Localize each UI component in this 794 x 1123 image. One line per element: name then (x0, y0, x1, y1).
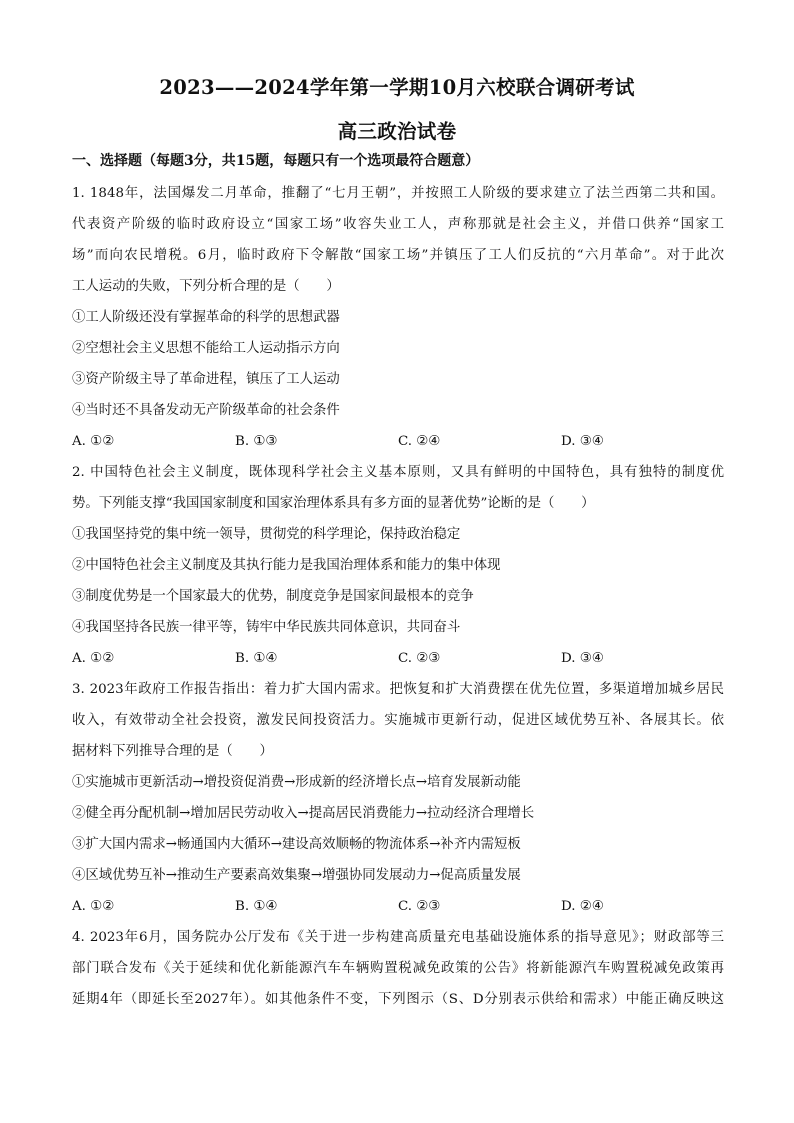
answer-options (72, 643, 724, 674)
question-3 (72, 674, 724, 922)
question-stem-line: 收入，有效带动全社会投资，激发民间投资活力。实施城市更新行动，促进区域优势互补、各展其长。依 (72, 713, 724, 728)
statement: ④区域优势互补→推动生产要素高效集聚→增强协同发展动力→促高质量发展 (72, 868, 521, 883)
question-stem-line: 工人运动的失败，下列分析合理的是（ ） (72, 279, 340, 294)
statement: ③制度优势是一个国家最大的优势，制度竞争是国家间最根本的竞争 (72, 589, 474, 604)
question-stem-line: 势。下列能支撑“我国国家制度和国家治理体系具有多方面的显著优势”论断的是（ ） (72, 496, 595, 511)
option-b: B. ①④ (235, 651, 278, 666)
statement: ①我国坚持党的集中统一领导，贯彻党的科学理论，保持政治稳定 (72, 527, 461, 542)
question-list (72, 178, 724, 1015)
exam-subtitle: 高三政治试卷 (337, 120, 457, 143)
question-stem-line: 4. 2023年6月，国务院办公厅发布《关于进一步构建高质量充电基础设施体系的指导意见》；财政部等三 (72, 930, 724, 945)
statement: ②中国特色社会主义制度及其执行能力是我国治理体系和能力的集中体现 (72, 558, 501, 573)
statement: ①实施城市更新活动→增投资促消费→形成新的经济增长点→培育发展新动能 (72, 775, 521, 790)
option-a: A. ①② (72, 651, 115, 666)
option-c: C. ②④ (398, 434, 441, 449)
option-a: A. ①② (72, 899, 115, 914)
question-stem-line: 据材料下列推导合理的是（ ） (72, 744, 273, 759)
exam-title: 2023——2024学年第一学期10月六校联合调研考试 (159, 76, 635, 99)
option-d: D. ②④ (561, 899, 604, 914)
option-b: B. ①④ (235, 899, 278, 914)
statement: ③资产阶级主导了革命进程，镇压了工人运动 (72, 372, 340, 387)
question-2 (72, 457, 724, 674)
answer-options (72, 426, 724, 457)
statement: ③扩大国内需求→畅通国内大循环→建设高效顺畅的物流体系→补齐内需短板 (72, 837, 521, 852)
question-stem-line: 延期4年（即延长至2027年）。如其他条件不变，下列图示（S、D分别表示供给和需求）中能正确反映这 (72, 992, 724, 1007)
statement: ④当时还不具备发动无产阶级革命的社会条件 (72, 403, 340, 418)
question-stem-line: 部门联合发布《关于延续和优化新能源汽车车辆购置税减免政策的公告》将新能源汽车购置税减免政策再 (72, 961, 724, 976)
question-1 (72, 178, 724, 457)
question-4 (72, 922, 724, 1015)
statement: ④我国坚持各民族一律平等，铸牢中华民族共同体意识，共同奋斗 (72, 620, 461, 635)
statement: ①工人阶级还没有掌握革命的科学的思想武器 (72, 310, 340, 325)
question-stem-line: 2. 中国特色社会主义制度，既体现科学社会主义基本原则，又具有鲜明的中国特色，具有独特的制度优 (72, 465, 724, 480)
option-b: B. ①③ (235, 434, 278, 449)
statement: ②健全再分配机制→增加居民劳动收入→提高居民消费能力→拉动经济合理增长 (72, 806, 535, 821)
option-d: D. ③④ (561, 651, 604, 666)
question-stem-line: 场”而向农民增税。6月，临时政府下令解散“国家工场”并镇压了工人们反抗的“六月革命”。对于此次 (72, 248, 724, 263)
question-stem-line: 3. 2023年政府工作报告指出：着力扩大国内需求。把恢复和扩大消费摆在优先位置，多渠道增加城乡居民 (72, 682, 724, 697)
section-heading: 一、选择题（每题3分，共15题，每题只有一个选项最符合题意） (72, 153, 480, 169)
option-c: C. ②③ (398, 899, 441, 914)
option-a: A. ①② (72, 434, 115, 449)
option-d: D. ③④ (561, 434, 604, 449)
question-stem-line: 1. 1848年，法国爆发二月革命，推翻了“七月王朝”，并按照工人阶级的要求建立了法兰西第二共和国。 (72, 186, 724, 201)
option-c: C. ②③ (398, 651, 441, 666)
answer-options (72, 891, 724, 922)
statement: ②空想社会主义思想不能给工人运动指示方向 (72, 341, 340, 356)
question-stem-line: 代表资产阶级的临时政府设立“国家工场”收容失业工人，声称那就是社会主义，并借口供养“国家工 (72, 217, 724, 232)
